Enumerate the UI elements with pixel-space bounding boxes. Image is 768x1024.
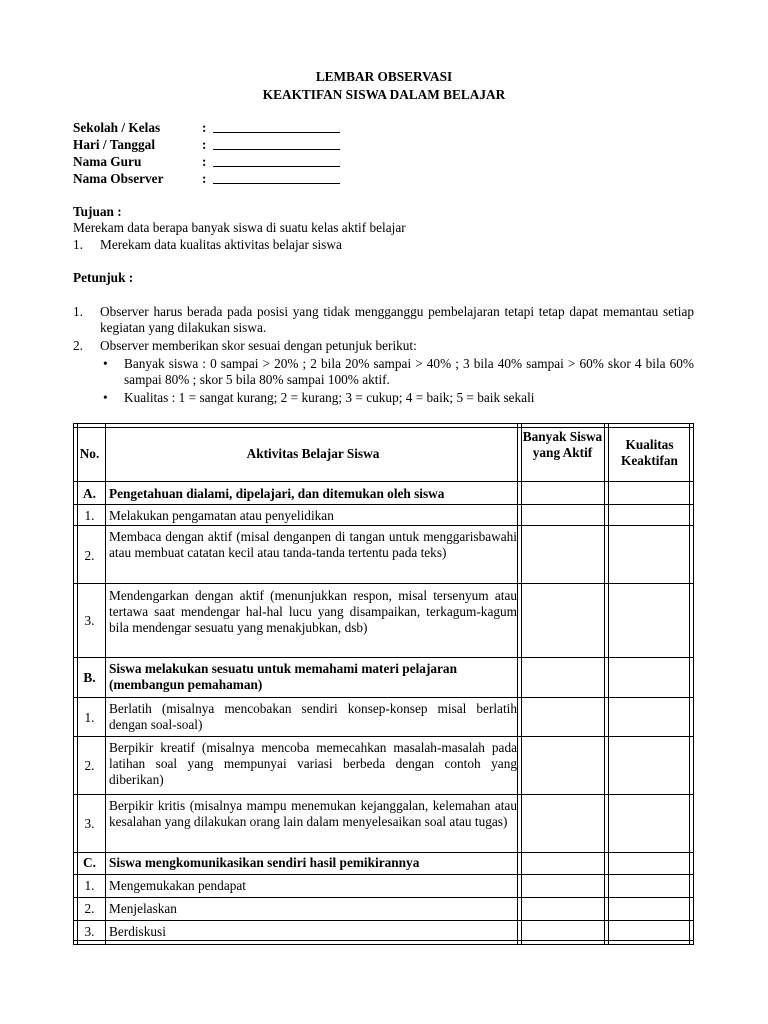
activity-text: Melakukan pengamatan atau penyelidikan [109, 508, 334, 523]
document-subtitle: KEAKTIFAN SISWA DALAM BELAJAR [262, 87, 506, 102]
activity-text: Membaca dengan aktif (misal denganpen di tangan untuk menggarisbawahi atau membuat catatan kecil atau tanda-tanda tertentu pada teks) [109, 529, 517, 560]
petunjuk-item-text: Observer memberikan skor sesuai dengan petunjuk berikut: [100, 338, 417, 353]
row-divider [74, 481, 693, 482]
active-count-cell[interactable] [522, 698, 604, 736]
active-count-cell[interactable] [522, 921, 604, 941]
column-divider [521, 424, 522, 944]
header-no: No. [79, 446, 100, 461]
field-blank-line[interactable] [213, 132, 340, 133]
table-border [74, 427, 693, 428]
quality-cell[interactable] [609, 505, 691, 525]
active-count-cell[interactable] [522, 584, 604, 657]
activity-text: Berdiskusi [109, 924, 166, 939]
quality-cell[interactable] [609, 875, 691, 897]
column-divider [517, 424, 518, 944]
quality-cell[interactable] [609, 737, 691, 794]
activity-text: Menjelaskan [109, 901, 177, 916]
section-code: A. [83, 486, 96, 501]
section-code: B. [83, 670, 96, 685]
document-title: LEMBAR OBSERVASI [315, 69, 453, 84]
active-count-cell[interactable] [522, 795, 604, 852]
active-count-cell[interactable] [522, 505, 604, 525]
activity-text: Mendengarkan dengan aktif (menunjukkan respon, misal tersenyum atau tertawa saat mendengar hal-hal lucu yang disampaikan, terkagum-kagum bila mendengar sesuatu yang menakjubkan, dsb) [109, 588, 517, 635]
active-count-cell[interactable] [522, 898, 604, 920]
field-label: Nama Observer [73, 171, 164, 186]
petunjuk-bullet-text: Kualitas : 1 = sangat kurang; 2 = kurang; 3 = cukup; 4 = baik; 5 = baik sekali [124, 390, 535, 405]
petunjuk-item-text: Observer harus berada pada posisi yang tidak mengganggu pembelajaran tetapi tetap dapat memantau setiap kegiatan yang dilakukan siswa. [100, 304, 694, 335]
field-colon: : [202, 120, 207, 135]
row-divider [74, 852, 693, 853]
row-divider [74, 657, 693, 658]
row-number: 1. [84, 710, 95, 725]
tujuan-text: Merekam data berapa banyak siswa di suatu kelas aktif belajar [73, 220, 406, 235]
quality-cell[interactable] [609, 795, 691, 852]
field-label: Sekolah / Kelas [73, 120, 161, 135]
tujuan-heading: Tujuan : [73, 204, 122, 219]
active-count-cell[interactable] [522, 737, 604, 794]
row-number: 2. [84, 548, 95, 563]
header-activity: Aktivitas Belajar Siswa [246, 446, 380, 461]
activity-text: Mengemukakan pendapat [109, 878, 246, 893]
observation-table [73, 423, 694, 945]
row-number: 2. [84, 901, 95, 916]
column-divider [105, 424, 106, 944]
activity-text: Berlatih (misalnya mencobakan sendiri konsep-konsep misal berlatih dengan soal-soal) [109, 701, 517, 732]
table-border [689, 424, 690, 944]
field-blank-line[interactable] [213, 166, 340, 167]
bullet-icon: • [103, 356, 108, 371]
row-number: 2. [84, 758, 95, 773]
header-quality: Kualitas Keaktifan [621, 437, 678, 468]
petunjuk-item-number: 1. [73, 304, 83, 319]
activity-text: Berpikir kreatif (misalnya mencoba memecahkan masalah-masalah pada latihan soal yang mempunyai variasi berbeda dengan contoh yang diberikan) [109, 740, 517, 787]
field-colon: : [202, 171, 207, 186]
field-colon: : [202, 154, 207, 169]
petunjuk-bullet-text: Banyak siswa : 0 sampai > 20% ; 2 bila 20% sampai > 40% ; 3 bila 40% sampai > 60% skor 4 bila 60% sampai 80% ; skor 5 bila 80% sampai 100% aktif. [124, 356, 694, 387]
quality-cell[interactable] [609, 898, 691, 920]
quality-cell[interactable] [609, 584, 691, 657]
quality-cell[interactable] [609, 921, 691, 941]
tujuan-item-number: 1. [73, 237, 83, 252]
column-divider [604, 424, 605, 944]
quality-cell[interactable] [609, 526, 691, 583]
section-title: Siswa melakukan sesuatu untuk memahami materi pelajaran (membangun pemahaman) [109, 661, 457, 692]
petunjuk-item-number: 2. [73, 338, 83, 353]
field-label: Hari / Tanggal [73, 137, 156, 152]
active-count-cell[interactable] [522, 875, 604, 897]
activity-text: Berpikir kritis (misalnya mampu menemukan kejanggalan, kelemahan atau kesalahan yang dilakukan orang lain dalam menyelesaikan soal atau tugas) [109, 798, 517, 829]
field-blank-line[interactable] [213, 183, 340, 184]
active-count-cell[interactable] [522, 526, 604, 583]
quality-cell[interactable] [609, 698, 691, 736]
field-blank-line[interactable] [213, 149, 340, 150]
petunjuk-heading: Petunjuk : [73, 270, 134, 285]
section-code: C. [83, 855, 96, 870]
row-number: 1. [84, 508, 95, 523]
section-title: Pengetahuan dialami, dipelajari, dan ditemukan oleh siswa [109, 486, 445, 501]
tujuan-item-text: Merekam data kualitas aktivitas belajar siswa [100, 237, 342, 252]
column-divider [608, 424, 609, 944]
field-label: Nama Guru [73, 154, 142, 169]
header-active-count: Banyak Siswa yang Aktif [522, 429, 603, 460]
row-number: 3. [84, 924, 95, 939]
row-number: 1. [84, 878, 95, 893]
row-number: 3. [84, 816, 95, 831]
field-colon: : [202, 137, 207, 152]
section-title: Siswa mengkomunikasikan sendiri hasil pemikirannya [109, 855, 420, 870]
bullet-icon: • [103, 390, 108, 405]
row-number: 3. [84, 613, 95, 628]
